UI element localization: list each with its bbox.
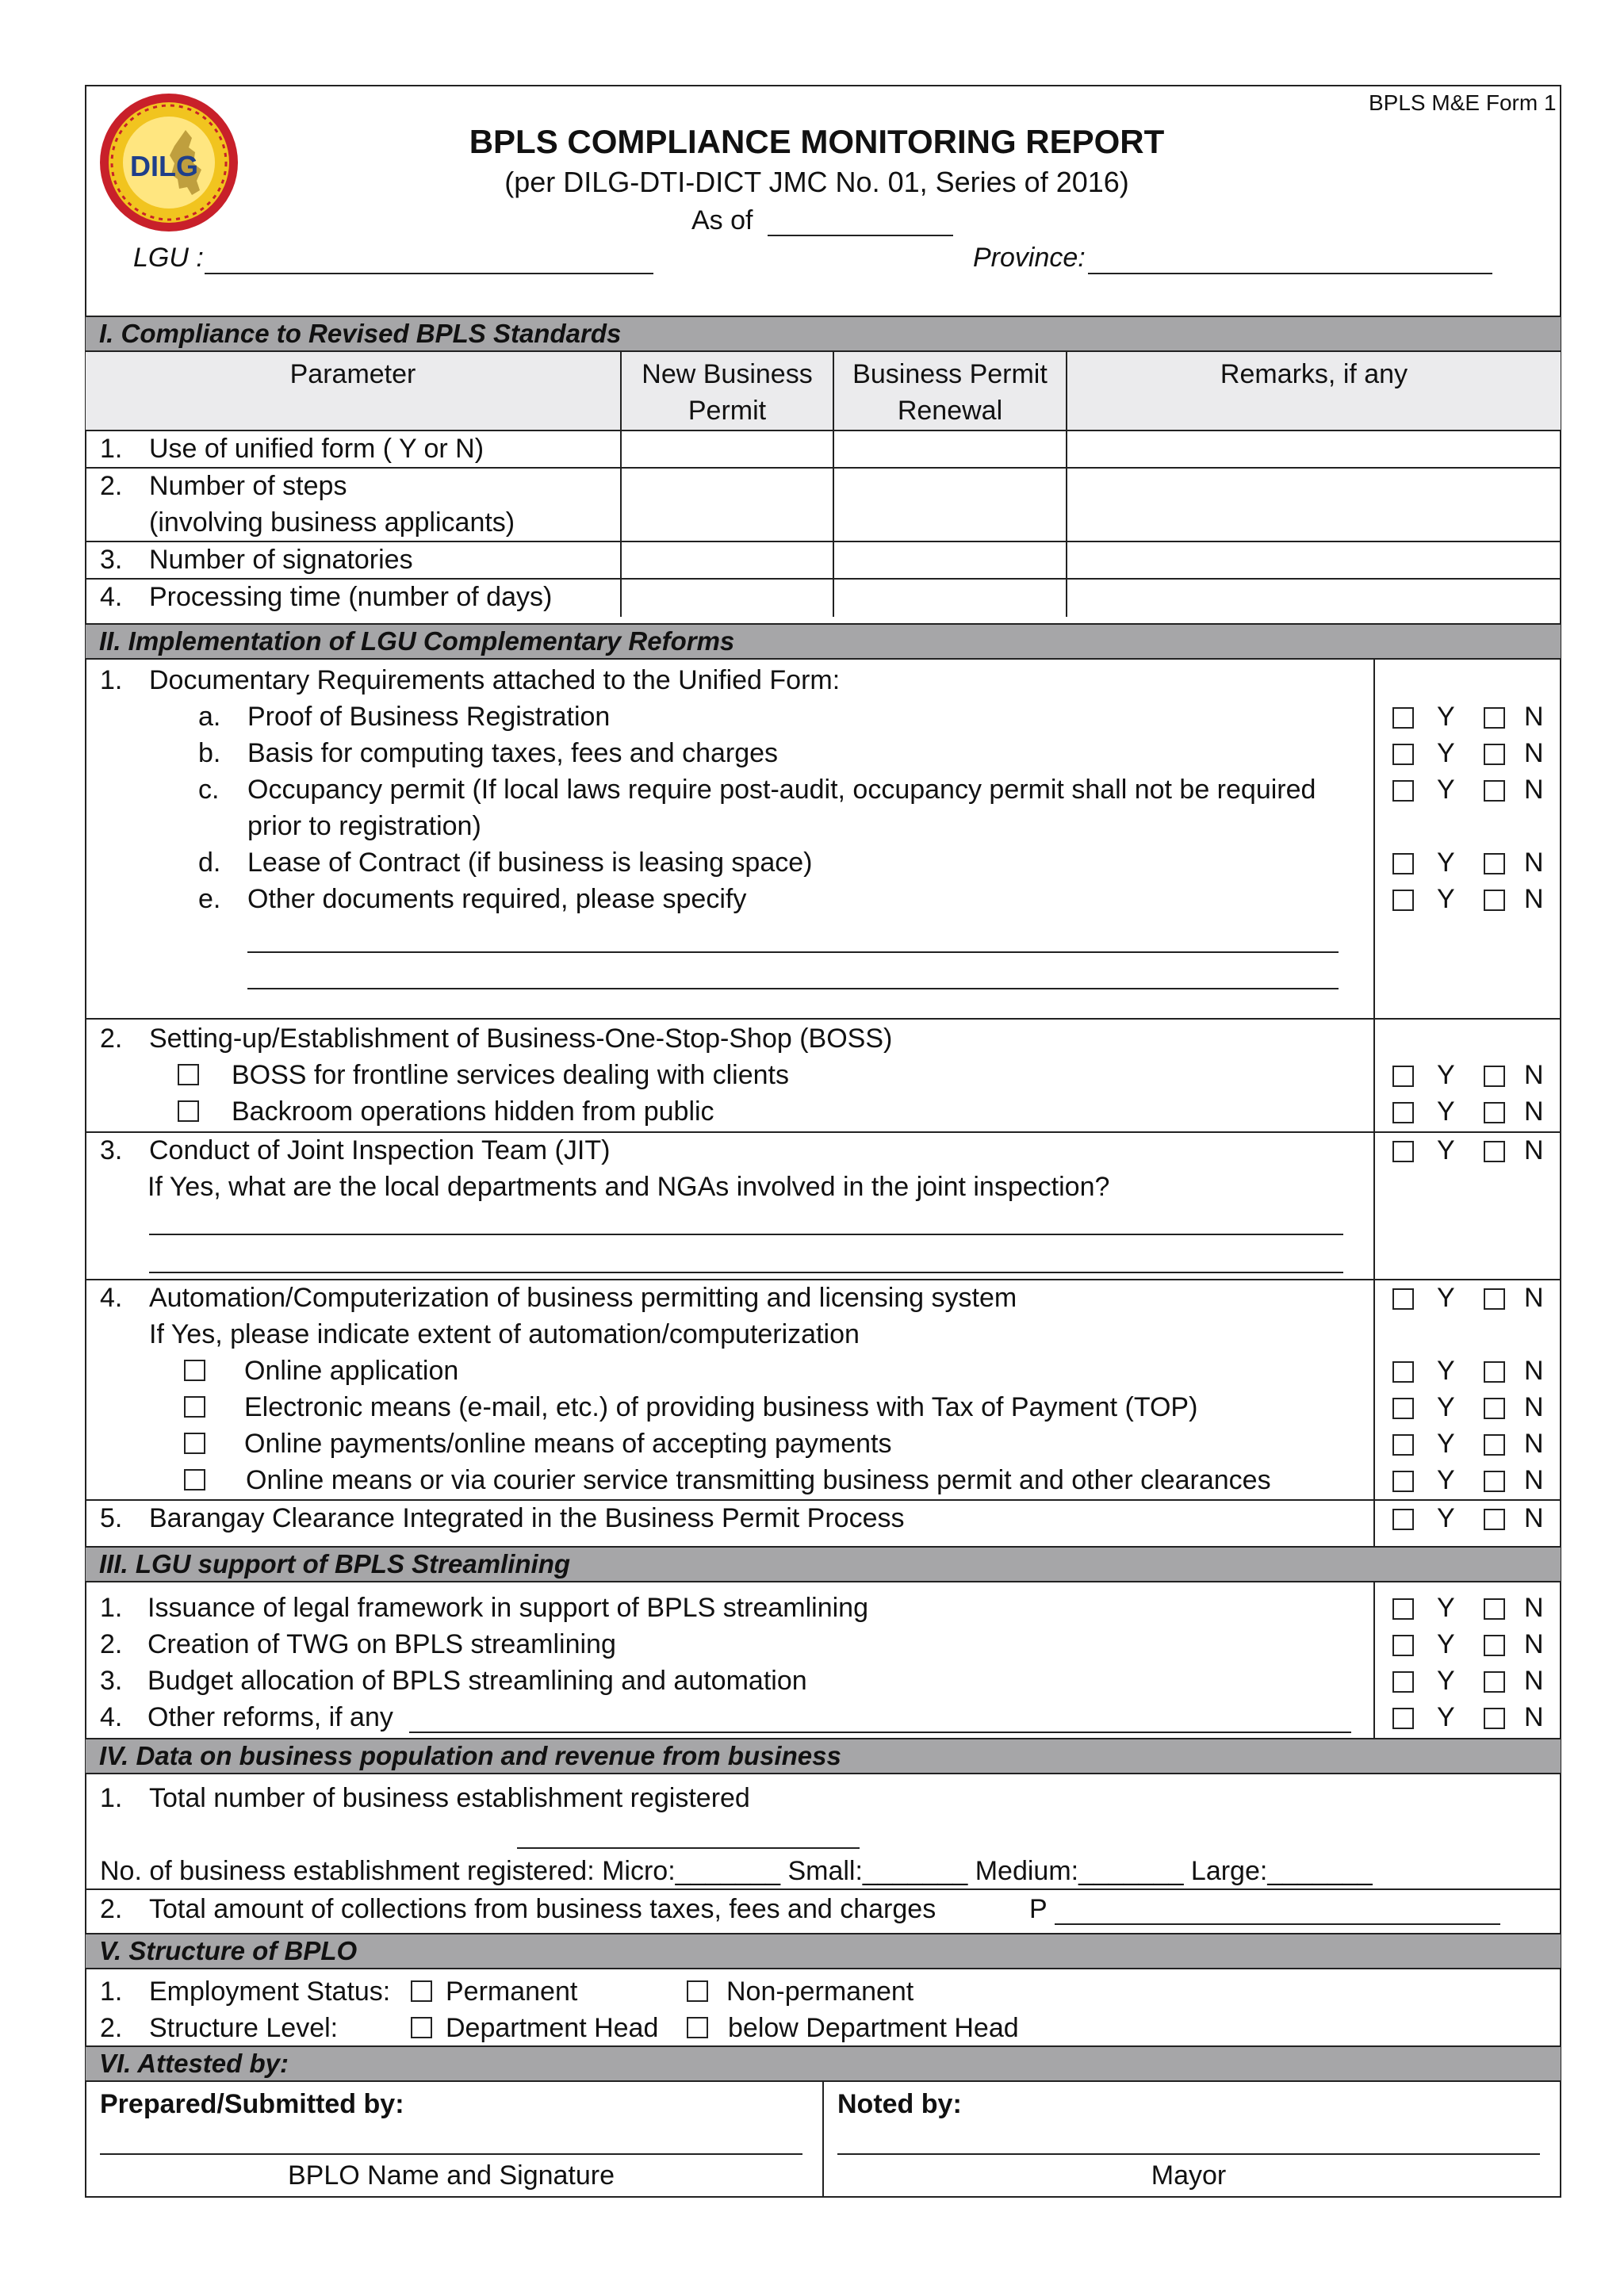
- item1e-no-label: N: [1524, 884, 1544, 914]
- col-renewal-2: Renewal: [897, 396, 1003, 426]
- other-reforms-field[interactable]: [409, 1732, 1351, 1733]
- online-courier-yes-label: Y: [1437, 1465, 1455, 1495]
- online-application-yes-checkbox[interactable]: [1392, 1361, 1414, 1383]
- jit-departments-line-2[interactable]: [149, 1272, 1343, 1273]
- boss-backroom-no-label: N: [1524, 1096, 1544, 1127]
- item1d-yes-checkbox[interactable]: [1392, 853, 1414, 874]
- s2-item1-num: 1.: [100, 665, 123, 695]
- item1b-no-checkbox[interactable]: [1484, 744, 1505, 765]
- budget-no-label: N: [1524, 1666, 1544, 1696]
- below-department-head-checkbox[interactable]: [687, 2017, 708, 2038]
- other-reforms-yes-label: Y: [1437, 1702, 1455, 1732]
- employment-status-label: Employment Status:: [149, 1976, 391, 2007]
- barangay-no-label: N: [1524, 1503, 1544, 1533]
- electronic-top-label: Electronic means (e-mail, etc.) of providing business with Tax of Payment (TOP): [244, 1392, 1198, 1422]
- col-parameter: Parameter: [289, 359, 416, 389]
- s1-row2-label: Number of steps: [149, 471, 347, 501]
- other-reforms-no-checkbox[interactable]: [1484, 1708, 1505, 1729]
- online-courier-no-checkbox[interactable]: [1484, 1471, 1505, 1492]
- s4-row2-label: Total amount of collections from business taxes, fees and charges: [149, 1894, 936, 1924]
- electronic-top-yes-label: Y: [1437, 1392, 1455, 1422]
- structure-level-label: Structure Level:: [149, 2013, 339, 2043]
- legal-framework-yes-label: Y: [1437, 1593, 1455, 1623]
- automation-no-label: N: [1524, 1283, 1544, 1313]
- s2-item1d-label: Lease of Contract (if business is leasing space): [247, 848, 813, 878]
- province-field[interactable]: [1088, 273, 1492, 274]
- s2-item4-label: Automation/Computerization of business permitting and licensing system: [149, 1283, 1017, 1313]
- s2-item1e-label: Other documents required, please specify: [247, 884, 747, 914]
- section-6-bar: [86, 2045, 1561, 2082]
- item1a-no-label: N: [1524, 702, 1544, 732]
- s1-row4-label: Processing time (number of days): [149, 582, 553, 612]
- s1-row3-num: 3.: [100, 545, 123, 575]
- s3-row1-label: Issuance of legal framework in support of BPLS streamlining: [147, 1593, 869, 1623]
- non-permanent-checkbox[interactable]: [687, 1980, 708, 2002]
- s4-row1-label: Total number of business establishment registered: [149, 1783, 750, 1813]
- online-payments-label: Online payments/online means of accepting payments: [244, 1429, 892, 1459]
- legal-framework-no-checkbox[interactable]: [1484, 1598, 1505, 1620]
- s3-row2-num: 2.: [100, 1629, 123, 1659]
- s2-item1-label: Documentary Requirements attached to the Unified Form:: [149, 665, 841, 695]
- prepared-by-label: Prepared/Submitted by:: [100, 2089, 404, 2119]
- jit-yes-checkbox[interactable]: [1392, 1141, 1414, 1162]
- item1e-yes-checkbox[interactable]: [1392, 890, 1414, 911]
- boss-backroom-yes-checkbox[interactable]: [1392, 1102, 1414, 1123]
- budget-yes-label: Y: [1437, 1666, 1455, 1696]
- col-renewal-1: Business Permit: [852, 359, 1048, 389]
- item1c-no-label: N: [1524, 775, 1544, 805]
- item1d-no-checkbox[interactable]: [1484, 853, 1505, 874]
- section-3-title: III. LGU support of BPLS Streamlining: [99, 1549, 571, 1578]
- electronic-top-yes-checkbox[interactable]: [1392, 1398, 1414, 1419]
- s2-item1e-specify-line-1[interactable]: [247, 951, 1339, 953]
- s1-row4-num: 4.: [100, 582, 123, 612]
- electronic-top-no-checkbox[interactable]: [1484, 1398, 1505, 1419]
- s1-row2-num: 2.: [100, 471, 123, 501]
- jit-departments-line-1[interactable]: [149, 1234, 1343, 1235]
- item1a-yes-label: Y: [1437, 702, 1455, 732]
- s5-row1-num: 1.: [100, 1976, 123, 2007]
- page-subtitle: (per DILG-DTI-DICT JMC No. 01, Series of 2016): [504, 166, 1129, 198]
- total-business-field[interactable]: [517, 1847, 860, 1849]
- business-size-breakdown: No. of business establishment registered: Micro:_______ Small:_______ Medium:_______ Large:_______: [100, 1856, 1373, 1886]
- s2-item5-label: Barangay Clearance Integrated in the Business Permit Process: [149, 1503, 905, 1533]
- mayor-signature-caption: Mayor: [1151, 2160, 1227, 2191]
- boss-backroom-checkbox[interactable]: [178, 1100, 199, 1122]
- automation-yes-checkbox[interactable]: [1392, 1288, 1414, 1310]
- s2-item4-num: 4.: [100, 1283, 123, 1313]
- s4-row2-num: 2.: [100, 1894, 123, 1924]
- below-department-head-label: below Department Head: [728, 2013, 1019, 2043]
- online-application-yes-label: Y: [1437, 1356, 1455, 1386]
- logo-text: DILG: [130, 150, 198, 182]
- online-application-label: Online application: [244, 1356, 459, 1386]
- s2-item1e-specify-line-2[interactable]: [247, 988, 1339, 989]
- permanent-label: Permanent: [446, 1976, 578, 2007]
- s1-row1-remarks-input[interactable]: [1067, 431, 1559, 466]
- s2-item3-label2: If Yes, what are the local departments and NGAs involved in the joint inspection?: [147, 1172, 1110, 1202]
- s2-item1a-label: Proof of Business Registration: [247, 702, 611, 732]
- s2-item1d-letter: d.: [198, 848, 221, 878]
- online-payments-yes-checkbox[interactable]: [1392, 1434, 1414, 1456]
- legal-framework-no-label: N: [1524, 1593, 1544, 1623]
- form-code: BPLS M&E Form 1: [1369, 90, 1557, 115]
- item1c-no-checkbox[interactable]: [1484, 780, 1505, 802]
- s2-item1e-letter: e.: [198, 884, 221, 914]
- electronic-top-checkbox[interactable]: [184, 1396, 205, 1418]
- twg-yes-label: Y: [1437, 1629, 1455, 1659]
- s2-item1c-label: Occupancy permit (If local laws require post-audit, occupancy permit shall not be required: [247, 775, 1316, 805]
- mayor-signature-line[interactable]: [837, 2153, 1540, 2155]
- electronic-top-no-label: N: [1524, 1392, 1544, 1422]
- online-payments-checkbox[interactable]: [184, 1433, 205, 1454]
- permanent-checkbox[interactable]: [411, 1980, 432, 2002]
- item1c-yes-label: Y: [1437, 775, 1455, 805]
- boss-frontline-no-checkbox[interactable]: [1484, 1066, 1505, 1087]
- online-courier-label: Online means or via courier service transmitting business permit and other clearances: [246, 1465, 1271, 1495]
- s2-item4-label2: If Yes, please indicate extent of automation/computerization: [149, 1319, 860, 1349]
- s2-item3-num: 3.: [100, 1135, 123, 1165]
- s3-row2-label: Creation of TWG on BPLS streamlining: [147, 1629, 616, 1659]
- online-application-checkbox[interactable]: [184, 1360, 205, 1381]
- section-2-title: II. Implementation of LGU Complementary Reforms: [99, 626, 735, 656]
- boss-frontline-no-label: N: [1524, 1060, 1544, 1090]
- online-courier-checkbox[interactable]: [184, 1469, 205, 1490]
- col-remarks: Remarks, if any: [1220, 359, 1408, 389]
- as-of-field[interactable]: [768, 235, 953, 236]
- budget-no-checkbox[interactable]: [1484, 1671, 1505, 1693]
- section-1-title: I. Compliance to Revised BPLS Standards: [99, 319, 622, 348]
- barangay-yes-checkbox[interactable]: [1392, 1509, 1414, 1530]
- automation-yes-label: Y: [1437, 1283, 1455, 1313]
- boss-frontline-checkbox[interactable]: [178, 1064, 199, 1085]
- item1d-yes-label: Y: [1437, 848, 1455, 878]
- jit-yes-label: Y: [1437, 1135, 1455, 1165]
- online-courier-no-label: N: [1524, 1465, 1544, 1495]
- item1c-yes-checkbox[interactable]: [1392, 780, 1414, 802]
- s3-row4-num: 4.: [100, 1702, 123, 1732]
- s1-row1-label: Use of unified form ( Y or N): [149, 434, 485, 464]
- s5-row2-num: 2.: [100, 2013, 123, 2043]
- item1d-no-label: N: [1524, 848, 1544, 878]
- as-of-label: As of: [691, 205, 753, 235]
- boss-frontline-yes-checkbox[interactable]: [1392, 1066, 1414, 1087]
- s1-row1-renewal-input[interactable]: [834, 431, 1064, 466]
- twg-no-label: N: [1524, 1629, 1544, 1659]
- boss-frontline-label: BOSS for frontline services dealing with clients: [232, 1060, 789, 1090]
- s3-row3-label: Budget allocation of BPLS streamlining and automation: [147, 1666, 807, 1696]
- peso-sign: P: [1029, 1894, 1048, 1924]
- s1-row1-new-input[interactable]: [622, 431, 831, 466]
- other-reforms-yes-checkbox[interactable]: [1392, 1708, 1414, 1729]
- item1a-yes-checkbox[interactable]: [1392, 707, 1414, 729]
- s2-item3-label: Conduct of Joint Inspection Team (JIT): [149, 1135, 611, 1165]
- s2-item1b-label: Basis for computing taxes, fees and charges: [247, 738, 779, 768]
- other-reforms-no-label: N: [1524, 1702, 1544, 1732]
- s4-row1-num: 1.: [100, 1783, 123, 1813]
- online-application-no-checkbox[interactable]: [1484, 1361, 1505, 1383]
- lgu-field[interactable]: [205, 273, 653, 274]
- non-permanent-label: Non-permanent: [726, 1976, 914, 2007]
- noted-by-label: Noted by:: [837, 2089, 962, 2119]
- boss-backroom-label: Backroom operations hidden from public: [232, 1096, 714, 1127]
- s1-row3-label: Number of signatories: [149, 545, 413, 575]
- item1a-no-checkbox[interactable]: [1484, 707, 1505, 729]
- s2-item2-num: 2.: [100, 1024, 123, 1054]
- barangay-yes-label: Y: [1437, 1503, 1455, 1533]
- bplo-signature-line[interactable]: [100, 2153, 802, 2155]
- online-payments-no-checkbox[interactable]: [1484, 1434, 1505, 1456]
- budget-yes-checkbox[interactable]: [1392, 1671, 1414, 1693]
- s2-item2-label: Setting-up/Establishment of Business-One-Stop-Shop (BOSS): [149, 1024, 893, 1054]
- item1b-no-label: N: [1524, 738, 1544, 768]
- boss-backroom-yes-label: Y: [1437, 1096, 1455, 1127]
- col-new-permit-2: Permit: [688, 396, 767, 426]
- item1e-yes-label: Y: [1437, 884, 1455, 914]
- section-4-title: IV. Data on business population and revenue from business: [99, 1741, 841, 1770]
- s2-item5-num: 5.: [100, 1503, 123, 1533]
- s2-item1c-letter: c.: [198, 775, 220, 805]
- s2-item1c-label2: prior to registration): [247, 811, 481, 841]
- page-title: BPLS COMPLIANCE MONITORING REPORT: [469, 123, 1165, 160]
- s2-item1a-letter: a.: [198, 702, 221, 732]
- online-application-no-label: N: [1524, 1356, 1544, 1386]
- bplo-signature-caption: BPLO Name and Signature: [287, 2160, 615, 2191]
- jit-no-checkbox[interactable]: [1484, 1141, 1505, 1162]
- s3-row4-label: Other reforms, if any: [147, 1702, 393, 1732]
- legal-framework-yes-checkbox[interactable]: [1392, 1598, 1414, 1620]
- boss-backroom-no-checkbox[interactable]: [1484, 1102, 1505, 1123]
- section-5-title: V. Structure of BPLO: [99, 1936, 358, 1965]
- s1-row2-label2: (involving business applicants): [149, 507, 515, 538]
- province-label: Province:: [973, 243, 1086, 273]
- section-6-title: VI. Attested by:: [99, 2049, 289, 2078]
- barangay-no-checkbox[interactable]: [1484, 1509, 1505, 1530]
- twg-yes-checkbox[interactable]: [1392, 1635, 1414, 1656]
- s3-row3-num: 3.: [100, 1666, 123, 1696]
- automation-no-checkbox[interactable]: [1484, 1288, 1505, 1310]
- dilg-seal-logo: [98, 92, 239, 233]
- online-payments-no-label: N: [1524, 1429, 1544, 1459]
- boss-frontline-yes-label: Y: [1437, 1060, 1455, 1090]
- twg-no-checkbox[interactable]: [1484, 1635, 1505, 1656]
- online-courier-yes-checkbox[interactable]: [1392, 1471, 1414, 1492]
- item1b-yes-checkbox[interactable]: [1392, 744, 1414, 765]
- s1-row1-num: 1.: [100, 434, 123, 464]
- s3-row1-num: 1.: [100, 1593, 123, 1623]
- col-new-permit-1: New Business: [642, 359, 813, 389]
- item1e-no-checkbox[interactable]: [1484, 890, 1505, 911]
- s2-item1b-letter: b.: [198, 738, 221, 768]
- total-collections-field[interactable]: [1055, 1923, 1500, 1925]
- lgu-label: LGU :: [133, 243, 204, 273]
- jit-no-label: N: [1524, 1135, 1544, 1165]
- department-head-checkbox[interactable]: [411, 2017, 432, 2038]
- item1b-yes-label: Y: [1437, 738, 1455, 768]
- department-head-label: Department Head: [446, 2013, 659, 2043]
- online-payments-yes-label: Y: [1437, 1429, 1455, 1459]
